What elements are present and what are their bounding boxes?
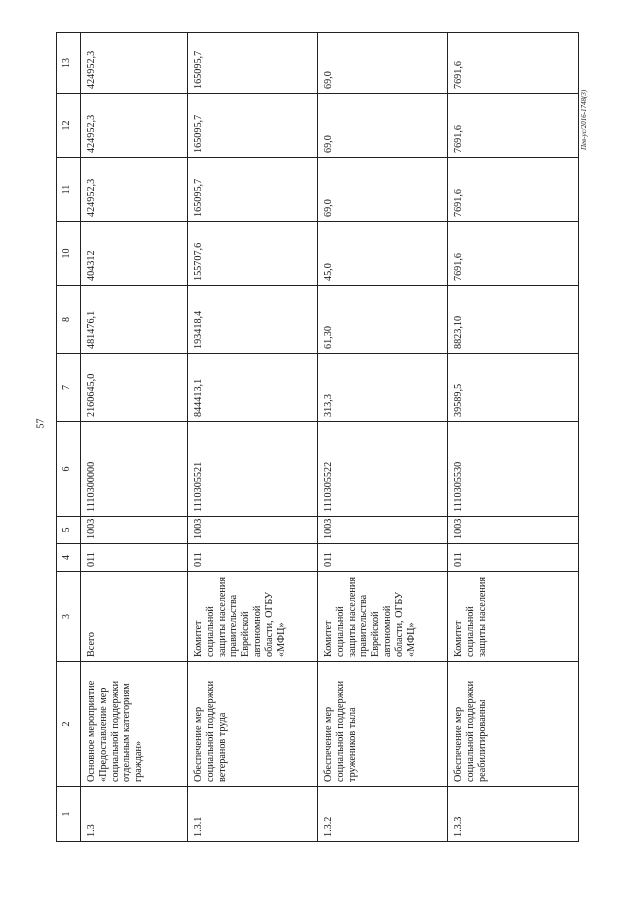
column-header: 13 [57,33,81,93]
table-cell: 313,3 [318,353,448,421]
document-code: Пев-ус/2016-1748(3) [580,89,588,150]
column-header: 8 [57,285,81,353]
column-header: 3 [57,571,81,661]
page-number: 57 [35,418,47,429]
table-cell: 424952,3 [81,33,188,93]
table-cell: 1.3.2 [318,786,448,841]
table-cell: 1003 [448,516,578,543]
column-header: 7 [57,353,81,421]
table-cell: 61,30 [318,285,448,353]
table-cell: 7691,6 [453,60,464,89]
table-cell: 844413,1 [188,353,318,421]
budget-table-frame [56,32,579,842]
table-cell: 1.3.3 [448,786,578,841]
table-cell: 424952,3 [81,93,188,157]
table-cell: 1110305522 [318,421,448,516]
table-cell: 7691,6 [448,93,578,157]
table-cell: 011 [318,543,448,571]
table-cell: 011 [188,543,318,571]
table-cell: Основное мероприятие «Предоставление мер социальной поддержки отдельным категориям граждан» [81,661,188,786]
table-cell: 39589,5 [448,353,578,421]
table-cell: Всего [81,571,188,661]
table-cell: Комитет социальной защиты населения правительства Еврейской автономной области, ОГБУ «МФЦ» [188,571,318,661]
table-cell: 1110300000 [81,421,188,516]
table-cell: 155707,6 [188,221,318,285]
column-header: 6 [57,421,81,516]
table-cell: 7691,6 [448,221,578,285]
table-cell: 481476,1 [81,285,188,353]
table-cell: 193418,4 [188,285,318,353]
column-header: 12 [57,93,81,157]
column-header: 5 [57,516,81,543]
table-cell: 1110305521 [188,421,318,516]
table-cell: 1110305530 [448,421,578,516]
table-cell: 1003 [318,516,448,543]
table-cell: 1.3.1 [188,786,318,841]
table-cell: 011 [448,543,578,571]
table-cell: 2160645,0 [81,353,188,421]
table-cell: 69,0 [318,33,448,93]
table-cell: Комитет социальной защиты населения [448,571,578,661]
table-cell: 424952,3 [81,157,188,221]
table-cell: 45,0 [318,221,448,285]
table-cell: 7691,6 [448,157,578,221]
column-header: 1 [57,786,81,841]
column-header: 10 [57,221,81,285]
table-cell: 69,0 [318,157,448,221]
table-cell: Обеспечение мер социальной поддержки ветеранов труда [188,661,318,786]
column-header: 2 [57,661,81,786]
table-cell: 69,0 [318,93,448,157]
table-cell: 165095,7 [188,93,318,157]
table-cell: Комитет социальной защиты населения правительства Еврейской автономной области, ОГБУ «МФЦ» [318,571,448,661]
table-cell: 1003 [81,516,188,543]
table-cell: Обеспечение мер социальной поддержки тружеников тыла [318,661,448,786]
column-header: 4 [57,543,81,571]
table-cell: 165095,7 [188,157,318,221]
table-cell: 8823,10 [448,285,578,353]
table-cell: Обеспечение мер социальной поддержки реабилитированны [448,661,578,786]
table-cell: 404312 [81,221,188,285]
column-header: 11 [57,157,81,221]
table-cell: 165095,7 [188,33,318,93]
table-cell: 011 [81,543,188,571]
table-cell: 1.3 [81,786,188,841]
table-cell: 1003 [188,516,318,543]
budget-table [57,33,578,841]
